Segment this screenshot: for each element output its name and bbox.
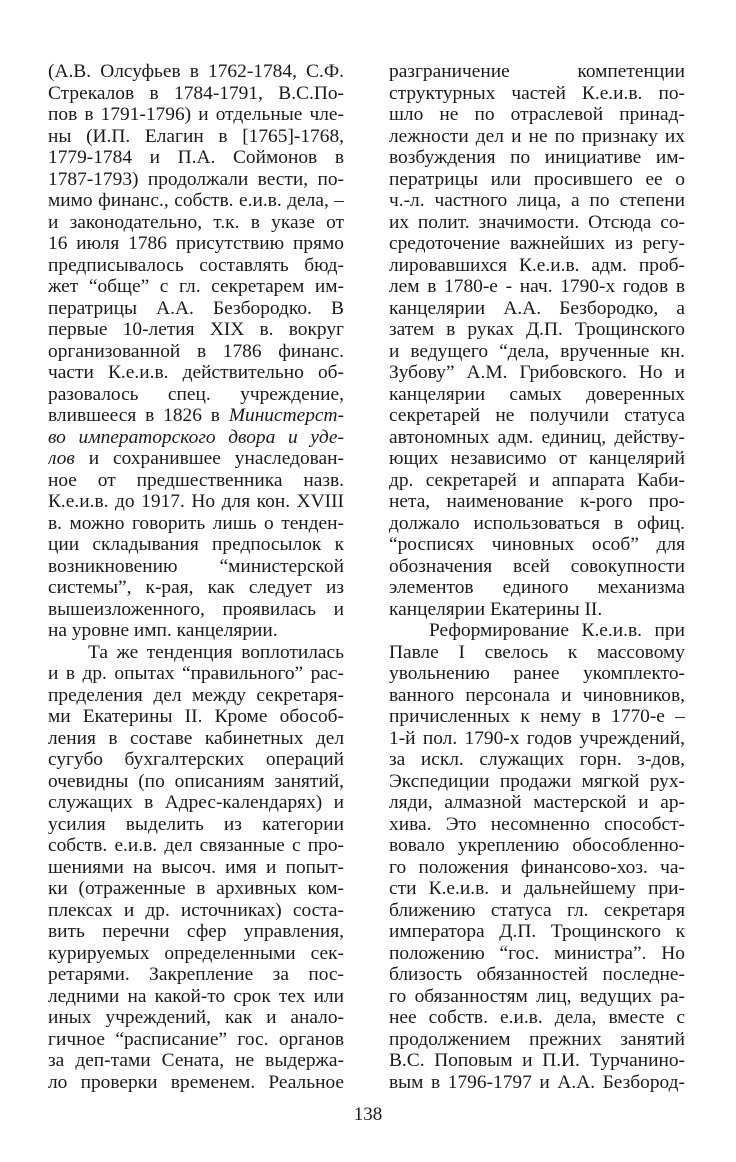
text-line: разграничение компетенции (389, 61, 685, 82)
text-line: пов в 1791-1796) и отдельные чле- (48, 104, 344, 125)
text-line: др. секретарей и аппарата Каби- (389, 469, 685, 491)
italic-text: лов (48, 448, 75, 469)
text-segment: влившееся в 1826 в (48, 405, 229, 426)
text-line: канцелярии самых доверенных (389, 383, 685, 405)
text-line: ции складывания предпосылок к (48, 534, 344, 555)
text-line: вым в 1796-1797 и А.А. Безбород- (389, 1071, 685, 1093)
text-line: возбуждения по инициативе им- (389, 147, 685, 168)
text-line: нее собств. е.и.в. дела, вместе с (389, 1007, 685, 1028)
text-line: 1-й пол. 1790-х годов учреждений, (389, 727, 685, 749)
text-line: Зубову” А.М. Грибовского. Но и (389, 362, 685, 383)
text-line: собств. е.и.в. дел связанные с про- (48, 835, 344, 856)
text-line: ператрицы или просившего ее о (389, 168, 685, 190)
text-line: организованной в 1786 финанс. (48, 340, 344, 362)
text-line: ления в составе кабинетных дел (48, 727, 344, 749)
text-line: Павле I свелось к массовому (389, 641, 685, 663)
text-line: Стрекалов в 1784-1791, В.С.По- (48, 82, 344, 104)
text-line: 1779-1784 и П.А. Соймонов в (48, 147, 344, 168)
text-line: вышеизложенного, проявилась и (48, 598, 344, 620)
text-line: затем в руках Д.П. Трощинского (389, 319, 685, 340)
text-line: первые 10-летия XIX в. вокруг (48, 319, 344, 340)
paragraph (389, 61, 685, 620)
text-line: причисленных к нему в 1770-е – (389, 706, 685, 727)
paragraph (389, 620, 685, 1093)
text-line: структурных частей К.е.и.в. по- (389, 82, 685, 104)
text-line: ледними на какой-то срок тех или (48, 985, 344, 1007)
text-line: плексах и др. источниках) соста- (48, 899, 344, 921)
text-line: в. можно говорить лишь о тенден- (48, 512, 344, 534)
text-line: лировавшихся К.е.и.в. адм. проб- (389, 254, 685, 276)
text-line: курируемых определенными сек- (48, 942, 344, 964)
text-line: ми Екатерины II. Кроме обособ- (48, 706, 344, 727)
text-line: Экспедиции продажи мягкой рух- (389, 770, 685, 792)
page-number: 138 (353, 1104, 383, 1125)
text-line: их полит. значимости. Отсюда со- (389, 211, 685, 233)
text-line (48, 405, 344, 427)
text-line: ператрицы А.А. Безбородко. В (48, 297, 344, 319)
text-line: лежности дел и не по признаку их (389, 125, 685, 147)
paragraph (48, 61, 344, 642)
text-line: го обязанностям лиц, ведущих ра- (389, 985, 685, 1007)
text-line: ляди, алмазной мастерской и ар- (389, 792, 685, 813)
text-line: ближению статуса гл. секретаря (389, 899, 685, 921)
text-segment: и сохранившее унаследован- (74, 448, 344, 469)
text-line: 1787-1793) продолжали вести, по- (48, 168, 344, 190)
text-line: должало использоваться в офиц. (389, 512, 685, 534)
text-line: элементов единого механизма (389, 577, 685, 598)
text-line: и ведущего “дела, врученные кн. (389, 340, 685, 362)
text-line: секретарей не получили статуса (389, 405, 685, 426)
text-line (48, 448, 344, 470)
text-line: канцелярии Екатерины II. (389, 598, 603, 620)
text-line: автономных адм. единиц, действу- (389, 426, 685, 448)
text-line: положению “гос. министра”. Но (389, 942, 685, 964)
text-line: продолжением прежних занятий (389, 1028, 685, 1050)
text-line: ло проверки временем. Реальное (48, 1071, 344, 1093)
text-line: и в др. опытах “правильного” рас- (48, 663, 344, 684)
text-line: шениями на высоч. имя и попыт- (48, 856, 344, 878)
text-line: нета, наименование к-рого про- (389, 491, 685, 512)
text-line: “росписях чиновных особ” для (389, 534, 685, 555)
paragraph (48, 642, 344, 1094)
text-line: ны (И.П. Елагин в [1765]-1768, (48, 125, 344, 147)
text-line: ное от предшественника назв. (48, 469, 344, 491)
text-line: пределения дел между секретаря- (48, 684, 344, 706)
text-line: ки (отраженные в архивных ком- (48, 878, 344, 899)
italic-text: во императорского двора и уде- (48, 426, 344, 448)
left-column (48, 61, 344, 1093)
right-column (389, 61, 685, 1093)
text-line: и законодательно, т.к. в указе от (48, 211, 344, 233)
text-line: вовало укреплению обособленно- (389, 835, 685, 856)
text-line: сугубо бухгалтерских операций (48, 749, 344, 770)
text-line: очевидны (по описаниям занятий, (48, 770, 344, 792)
text-line: лем в 1780-е - нач. 1790-х годов в (389, 276, 685, 297)
text-line: иных учреждений, как и анало- (48, 1007, 344, 1028)
text-line: сти К.е.и.в. и дальнейшему при- (389, 878, 685, 899)
text-line: за искл. служащих горн. з-дов, (389, 749, 685, 770)
text-line: жет “обще” с гл. секретарем им- (48, 276, 344, 297)
text-line: возникновению “министерской (48, 555, 344, 577)
text-line: шло не по отраслевой принад- (389, 104, 685, 125)
text-line: ющих независимо от канцелярий (389, 448, 685, 469)
text-line: 16 июля 1786 присутствию прямо (48, 233, 344, 254)
text-line: В.С. Поповым и П.И. Турчанино- (389, 1050, 685, 1071)
text-line: предписывалось составлять бюд- (48, 254, 344, 276)
text-line: вить перечни сфер управления, (48, 921, 344, 942)
text-line: (А.В. Олсуфьев в 1762-1784, С.Ф. (48, 61, 344, 82)
italic-text: Министерст- (228, 405, 344, 426)
text-line: гичное “расписание” гос. органов (48, 1028, 344, 1050)
text-line: системы”, к-рая, как следует из (48, 577, 344, 598)
text-line: обозначения всей совокупности (389, 555, 685, 577)
text-line: ретарями. Закрепление за пос- (48, 964, 344, 985)
text-line: Реформирование К.е.и.в. при (429, 620, 685, 641)
text-line: увольнению ранее укомплекто- (389, 663, 685, 684)
text-line: средоточение важнейших из регу- (389, 233, 685, 254)
text-line: ч.-л. частного лица, а по степени (389, 190, 685, 211)
text-line: Та же тенденция воплотилась (88, 641, 344, 663)
text-line: за деп-тами Сената, не выдержа- (48, 1050, 344, 1071)
text-line: К.е.и.в. до 1917. Но для кон. XVIII (48, 491, 344, 512)
text-line: разовалось спец. учреждение, (48, 383, 344, 405)
text-line (48, 427, 344, 449)
text-line: части К.е.и.в. действительно об- (48, 362, 344, 383)
text-line: служащих в Адрес-календарях) и (48, 792, 344, 813)
text-line: мимо финанс., собств. е.и.в. дела, – (48, 190, 344, 211)
text-line: го положения финансово-хоз. ча- (389, 856, 685, 878)
text-line: усилия выделить из категории (48, 813, 344, 835)
text-line: хива. Это несомненно способст- (389, 813, 685, 835)
text-line: близость обязанностей последне- (389, 964, 685, 985)
text-line: канцелярии А.А. Безбородко, а (389, 297, 685, 319)
text-line: на уровне имп. канцелярии. (48, 620, 278, 641)
text-line: императора Д.П. Трощинского к (389, 921, 685, 942)
text-line: ванного персонала и чиновников, (389, 684, 685, 706)
